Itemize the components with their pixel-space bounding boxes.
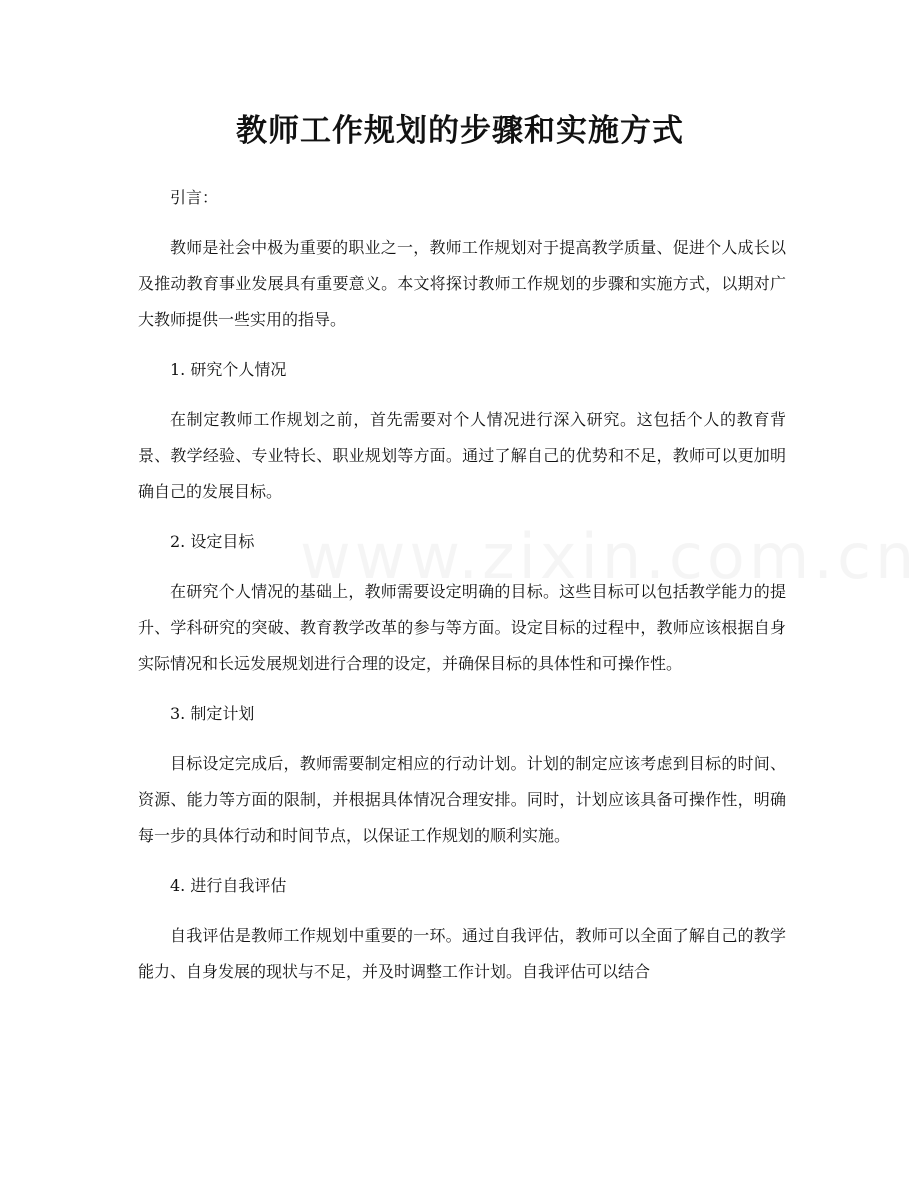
section-paragraph-1: 在制定教师工作规划之前，首先需要对个人情况进行深入研究。这包括个人的教育背景、教学经验、专业特长、职业规划等方面。通过了解自己的优势和不足，教师可以更加明确自己的发展目标。 <box>138 410 786 501</box>
section-heading-3: 3. 制定计划 <box>170 704 255 723</box>
document-body <box>138 180 786 1004</box>
section-paragraph-3: 目标设定完成后，教师需要制定相应的行动计划。计划的制定应该考虑到目标的时间、资源、能力等方面的限制，并根据具体情况合理安排。同时，计划应该具备可操作性，明确每一步的具体行动和时间节点，以保证工作规划的顺利实施。 <box>138 754 786 845</box>
section-heading-2: 2. 设定目标 <box>170 532 255 551</box>
section-paragraph-2: 在研究个人情况的基础上，教师需要设定明确的目标。这些目标可以包括教学能力的提升、学科研究的突破、教育教学改革的参与等方面。设定目标的过程中，教师应该根据自身实际情况和长远发展规划进行合理的设定，并确保目标的具体性和可操作性。 <box>138 582 786 673</box>
document-title: 教师工作规划的步骤和实施方式 <box>236 113 684 149</box>
intro-paragraph: 教师是社会中极为重要的职业之一，教师工作规划对于提高教学质量、促进个人成长以及推动教育事业发展具有重要意义。本文将探讨教师工作规划的步骤和实施方式，以期对广大教师提供一些实用的指导。 <box>138 238 786 329</box>
section-paragraph-4: 自我评估是教师工作规划中重要的一环。通过自我评估，教师可以全面了解自己的教学能力、自身发展的现状与不足，并及时调整工作计划。自我评估可以结合 <box>138 926 786 981</box>
section-heading-4: 4. 进行自我评估 <box>170 876 287 895</box>
intro-label: 引言： <box>170 188 219 207</box>
section-heading-1: 1. 研究个人情况 <box>170 360 287 379</box>
